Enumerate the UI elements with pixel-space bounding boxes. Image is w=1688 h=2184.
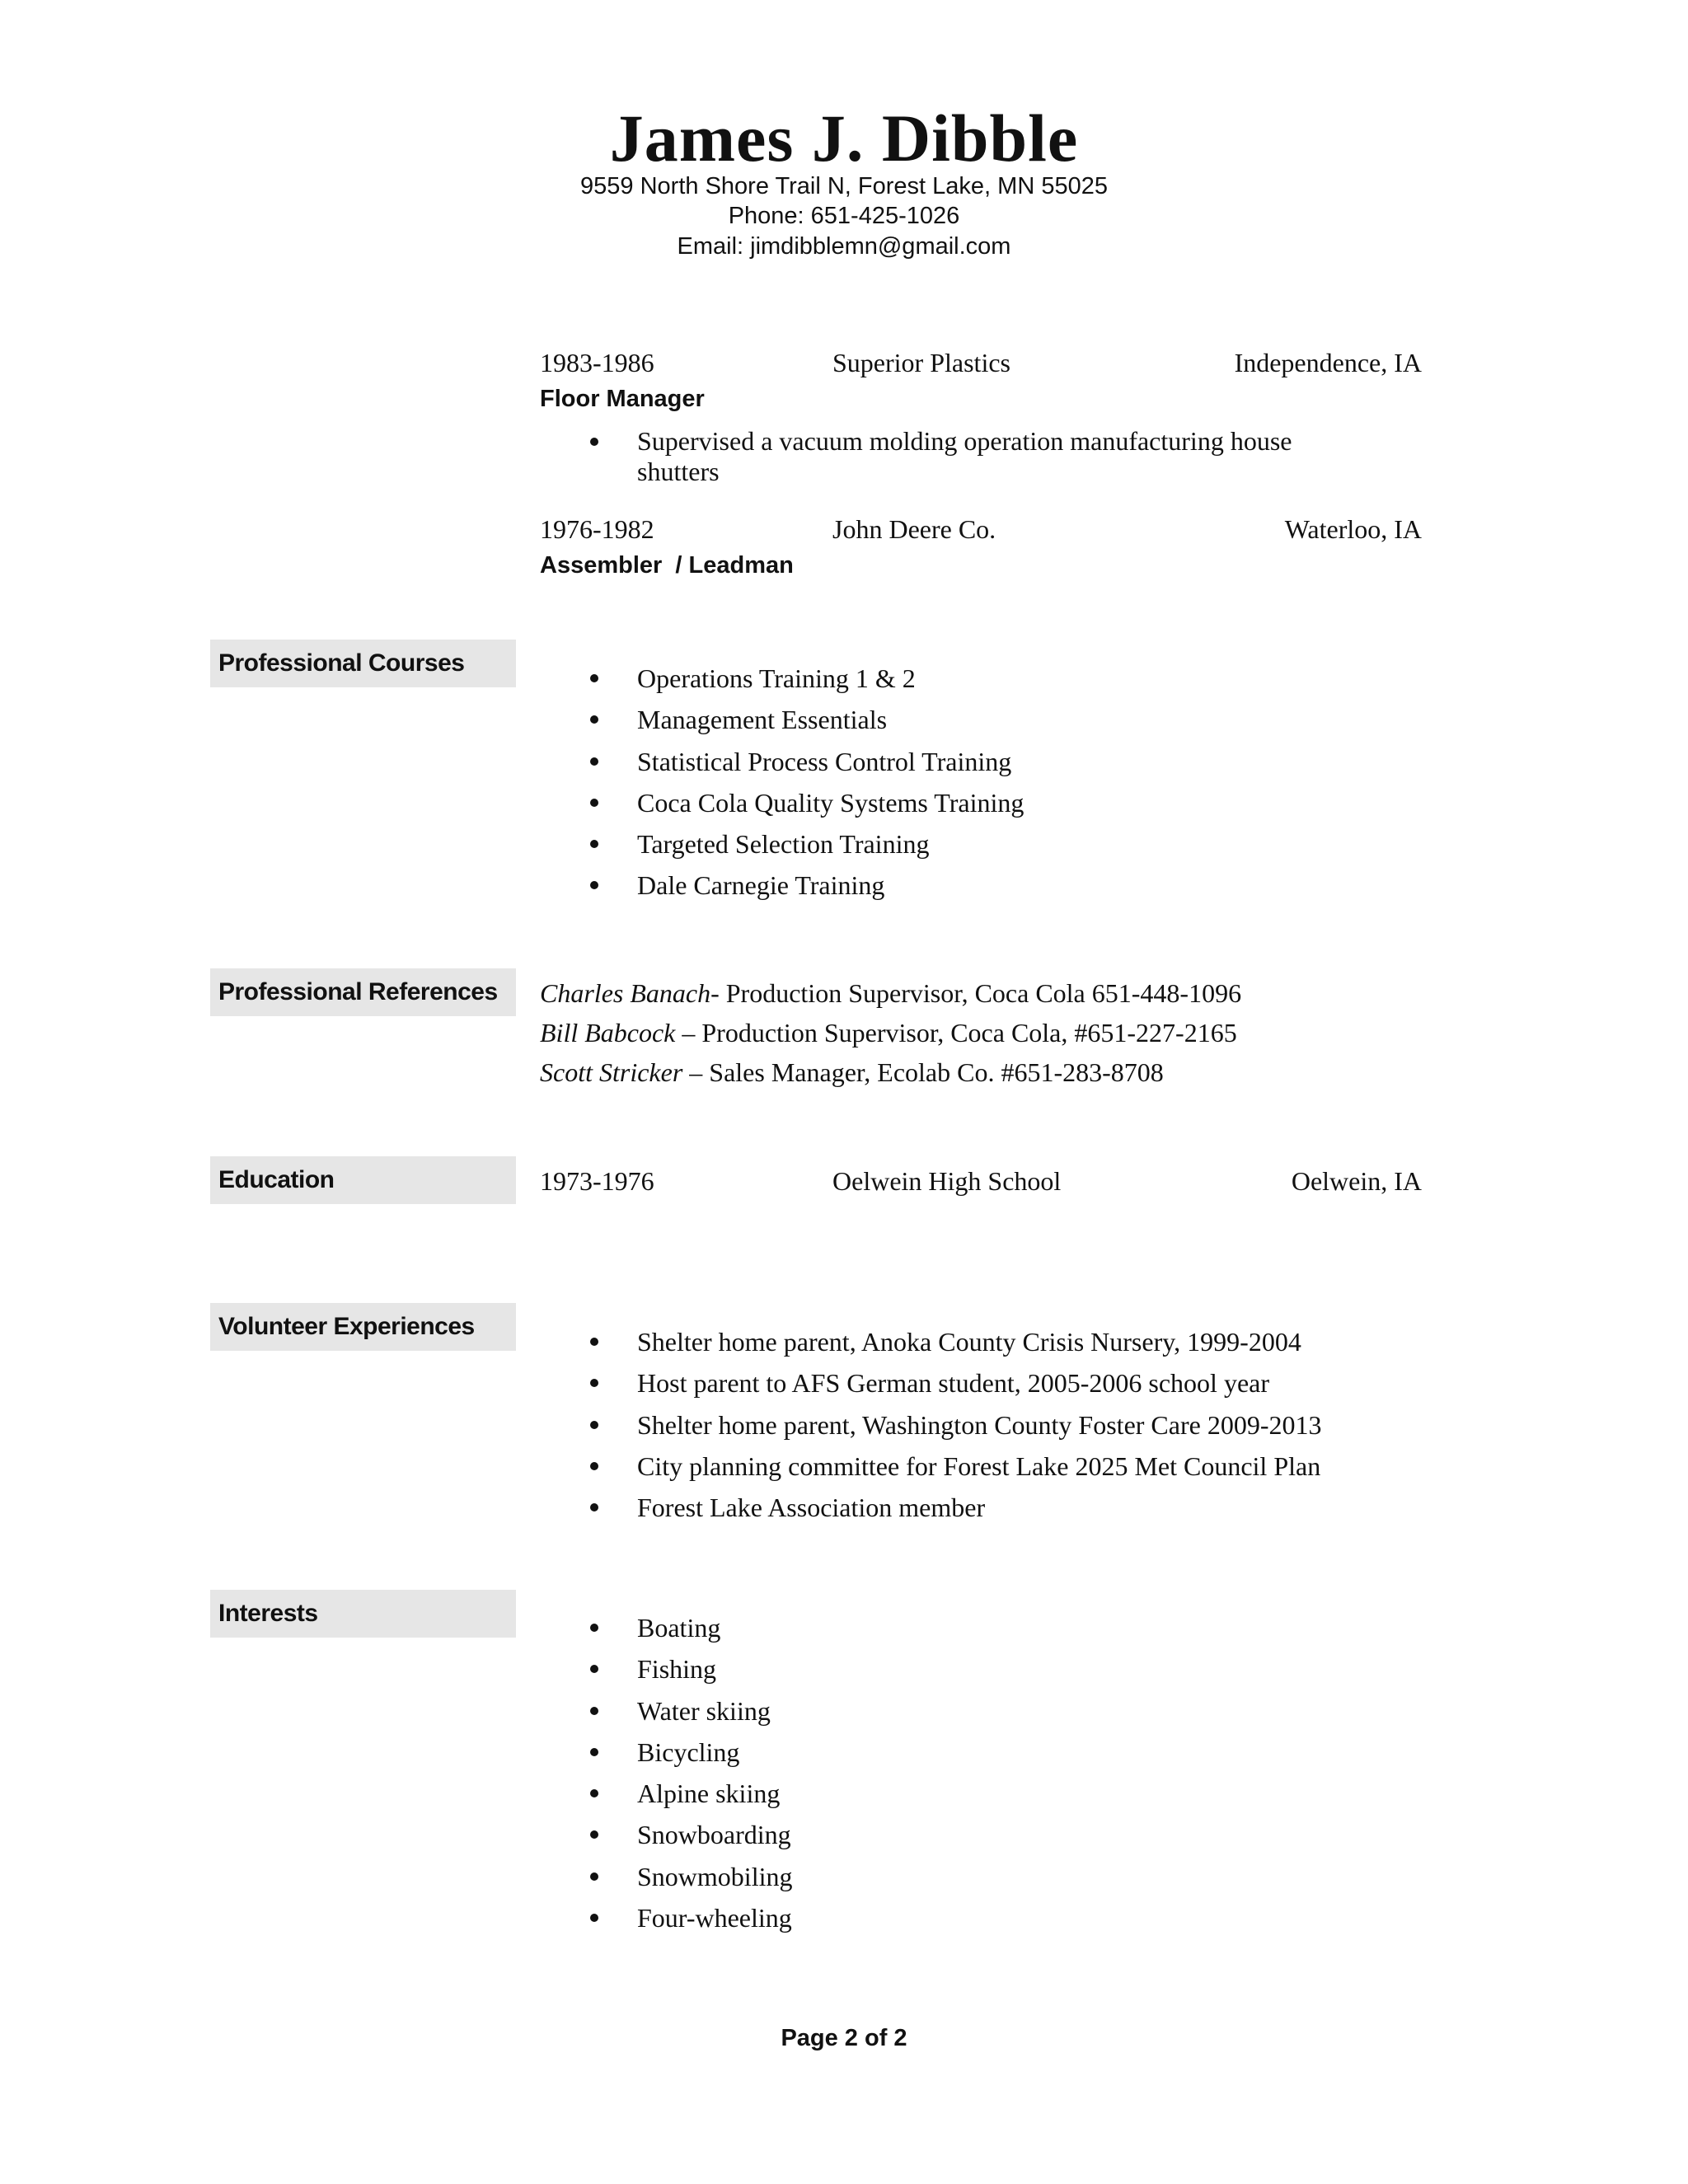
job-row-john-deere — [540, 513, 1422, 546]
list-item: Alpine skiing — [540, 1773, 1422, 1814]
list-item: Targeted Selection Training — [540, 823, 1422, 865]
list-item: Operations Training 1 & 2 — [540, 658, 1422, 699]
reference-detail: - Production Supervisor, Coca Cola 651-448-1096 — [710, 978, 1242, 1008]
bullet-icon — [590, 1379, 598, 1387]
education-school: Oelwein High School — [832, 1166, 1062, 1196]
job-row-superior-plastics — [540, 346, 1422, 379]
bullet-icon — [590, 881, 598, 889]
courses-list — [540, 658, 1422, 907]
bullet-icon — [590, 1830, 598, 1839]
list-item: Dale Carnegie Training — [540, 865, 1422, 906]
reference-detail: – Production Supervisor, Coca Cola, #651-227-2165 — [675, 1018, 1237, 1047]
bullet-icon — [590, 840, 598, 848]
list-item: Snowmobiling — [540, 1856, 1422, 1897]
list-item: Coca Cola Quality Systems Training — [540, 782, 1422, 823]
contact-phone: Phone: 651-425-1026 — [728, 203, 960, 229]
bullet-icon — [590, 1707, 598, 1715]
list-item: Host parent to AFS German student, 2005-2006 school year — [540, 1362, 1422, 1404]
job-years: 1983-1986 — [540, 348, 654, 377]
job-company: John Deere Co. — [832, 514, 996, 544]
list-item: Boating — [540, 1607, 1422, 1648]
bullet-icon — [590, 1503, 598, 1511]
list-item: Shelter home parent, Anoka County Crisis Nursery, 1999-2004 — [540, 1321, 1422, 1362]
bullet-icon — [590, 1421, 598, 1429]
job-title: Assembler / Leadman — [540, 552, 794, 579]
list-item: Four-wheeling — [540, 1897, 1422, 1938]
bullet-icon — [590, 1872, 598, 1881]
section-label-interests: Interests — [210, 1590, 516, 1638]
job-years: 1976-1982 — [540, 514, 654, 544]
bullet-icon — [590, 1914, 598, 1922]
job-company: Superior Plastics — [832, 348, 1010, 377]
list-item: Forest Lake Association member — [540, 1487, 1422, 1528]
volunteer-list — [540, 1321, 1422, 1528]
bullet-icon — [590, 1748, 598, 1756]
list-item: Fishing — [540, 1648, 1422, 1690]
list-item: Water skiing — [540, 1690, 1422, 1732]
bullet-icon — [590, 1789, 598, 1797]
bullet-icon — [590, 715, 598, 724]
job-bullet-text: Supervised a vacuum molding operation manufacturing house shutters — [637, 426, 1292, 486]
education-row — [540, 1165, 1422, 1197]
bullet-icon — [590, 1462, 598, 1470]
list-item: Snowboarding — [540, 1814, 1422, 1855]
list-item: Management Essentials — [540, 699, 1422, 740]
job-location: Independence, IA — [1234, 348, 1422, 377]
education-location: Oelwein, IA — [1291, 1166, 1422, 1196]
resume-name: James J. Dibble — [609, 101, 1079, 176]
job-title: Floor Manager — [540, 386, 705, 412]
bullet-icon — [590, 757, 598, 766]
bullet-icon — [590, 1624, 598, 1632]
bullet-icon — [590, 1338, 598, 1346]
reference-name: Charles Banach — [540, 978, 711, 1008]
bullet-icon — [590, 1665, 598, 1673]
list-item: Statistical Process Control Training — [540, 741, 1422, 782]
bullet-icon — [590, 674, 598, 682]
section-label-courses: Professional Courses — [210, 640, 516, 687]
reference-item — [540, 1056, 1164, 1089]
education-years: 1973-1976 — [540, 1166, 654, 1196]
bullet-icon — [590, 438, 598, 446]
job-location: Waterloo, IA — [1284, 514, 1422, 544]
reference-name: Bill Babcock — [540, 1018, 676, 1047]
contact-address: 9559 North Shore Trail N, Forest Lake, MN 55025 — [580, 173, 1108, 199]
list-item: Bicycling — [540, 1732, 1422, 1773]
page-number: Page 2 of 2 — [781, 2025, 907, 2051]
interests-list — [540, 1607, 1422, 1938]
reference-detail: – Sales Manager, Ecolab Co. #651-283-8708 — [682, 1057, 1164, 1087]
section-label-volunteer: Volunteer Experiences — [210, 1303, 516, 1351]
section-label-references: Professional References — [210, 968, 516, 1016]
section-label-education: Education — [210, 1156, 516, 1204]
reference-item — [540, 977, 1241, 1010]
reference-name: Scott Stricker — [540, 1057, 683, 1087]
contact-email: Email: jimdibblemn@gmail.com — [677, 233, 1011, 260]
bullet-icon — [590, 799, 598, 807]
list-item: Shelter home parent, Washington County Foster Care 2009-2013 — [540, 1404, 1422, 1446]
reference-item — [540, 1016, 1237, 1049]
list-item: City planning committee for Forest Lake 2025 Met Council Plan — [540, 1446, 1422, 1487]
